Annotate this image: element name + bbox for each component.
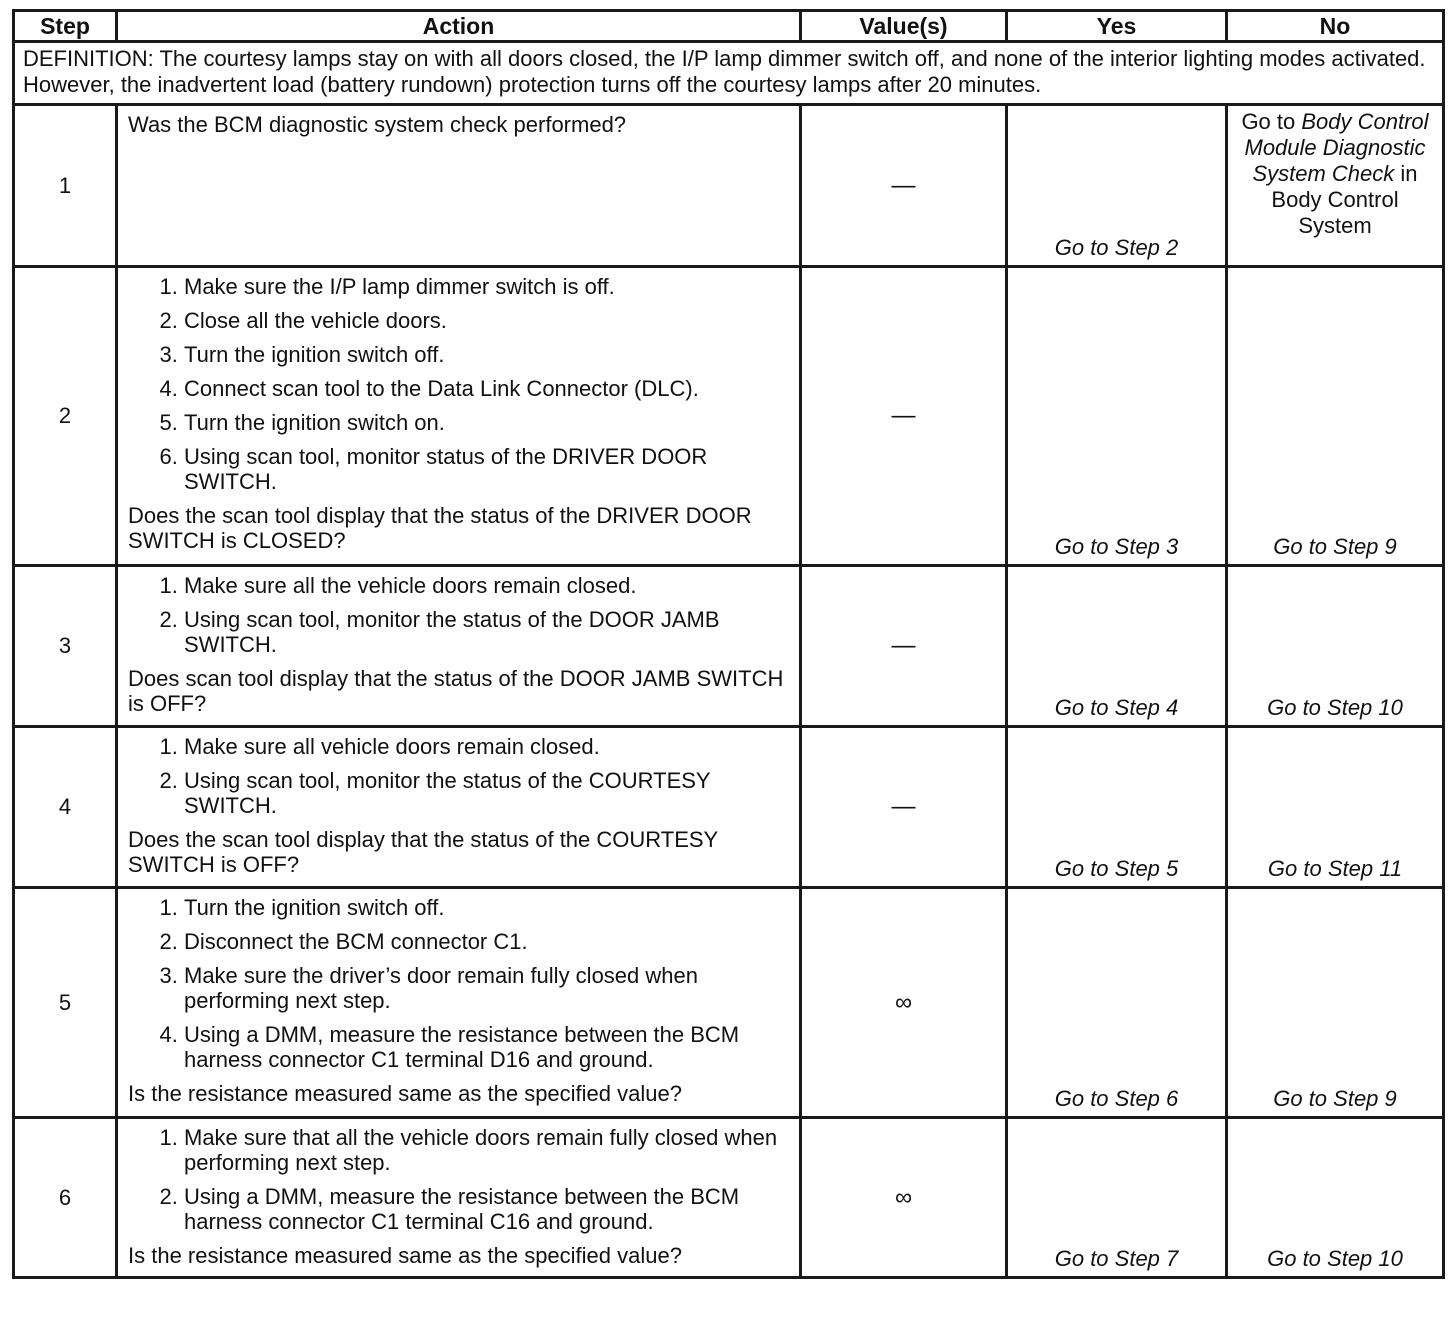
action-step: 3. Turn the ignition switch off. [184, 342, 789, 367]
yes-cell [1007, 267, 1227, 566]
yes-goto: Go to Step 4 [1054, 695, 1179, 720]
no-goto: Go to Step 10 [1267, 1246, 1403, 1271]
table-row [14, 566, 1444, 727]
action-steps [128, 734, 789, 818]
action-cell [117, 105, 801, 267]
no-goto: Go to Step 10 [1267, 695, 1403, 720]
action-step: 6. Using scan tool, monitor status of the DRIVER DOOR SWITCH. [184, 444, 789, 494]
no-goto: Go to Step 9 [1273, 534, 1397, 559]
action-step: 2. Using a DMM, measure the resistance between the BCM harness connector C1 terminal C16 and ground. [184, 1184, 789, 1234]
step-number: 6 [14, 1118, 117, 1278]
action-question: Does scan tool display that the status of the DOOR JAMB SWITCH is OFF? [128, 666, 784, 716]
action-step: 1. Turn the ignition switch off. [184, 895, 789, 920]
action-cell [117, 566, 801, 727]
yes-cell [1007, 105, 1227, 267]
yes-goto: Go to Step 7 [1054, 1246, 1179, 1271]
table-row [14, 267, 1444, 566]
header-action: Action [117, 11, 801, 42]
action-step: 5. Turn the ignition switch on. [184, 410, 789, 435]
action-steps [128, 1125, 789, 1234]
action-question: Is the resistance measured same as the specified value? [128, 1243, 682, 1268]
step-number: 3 [14, 566, 117, 727]
action-question: Does the scan tool display that the status of the DRIVER DOOR SWITCH is CLOSED? [128, 503, 752, 553]
value-cell: — [801, 267, 1007, 566]
value-cell: — [801, 566, 1007, 727]
table-row [14, 1118, 1444, 1278]
action-question: Does the scan tool display that the status of the COURTESY SWITCH is OFF? [128, 827, 718, 877]
yes-cell [1007, 888, 1227, 1118]
step-number: 5 [14, 888, 117, 1118]
header-row [14, 11, 1444, 42]
action-cell [117, 267, 801, 566]
no-goto: Go to Step 11 [1267, 856, 1403, 881]
value-cell: — [801, 727, 1007, 888]
action-step: 2. Close all the vehicle doors. [184, 308, 789, 333]
header-values: Value(s) [801, 11, 1007, 42]
definition-row [14, 42, 1444, 105]
action-step: 1. Make sure the I/P lamp dimmer switch is off. [184, 274, 789, 299]
action-step: 4. Connect scan tool to the Data Link Connector (DLC). [184, 376, 789, 401]
action-cell [117, 1118, 801, 1278]
action-step: 2. Disconnect the BCM connector C1. [184, 929, 789, 954]
no-cell [1227, 888, 1444, 1118]
action-step: 1. Make sure all the vehicle doors remain closed. [184, 573, 789, 598]
action-step: 3. Make sure the driver’s door remain fully closed when performing next step. [184, 963, 789, 1013]
header-step: Step [14, 11, 117, 42]
table-row [14, 105, 1444, 267]
diagnostic-table [12, 9, 1445, 1279]
yes-cell [1007, 727, 1227, 888]
action-step: 4. Using a DMM, measure the resistance between the BCM harness connector C1 terminal D16 and ground. [184, 1022, 789, 1072]
action-cell [117, 888, 801, 1118]
definition-text: DEFINITION: The courtesy lamps stay on with all doors closed, the I/P lamp dimmer switch off, and none of the interior lighting modes activated. However, the inadvertent load (battery rundown) protection turns off the courtesy lamps after 20 minutes. [14, 42, 1444, 105]
action-step: 1. Make sure that all the vehicle doors remain fully closed when performing next step. [184, 1125, 789, 1175]
no-cell [1227, 267, 1444, 566]
action-step: 2. Using scan tool, monitor the status of the COURTESY SWITCH. [184, 768, 789, 818]
yes-goto: Go to Step 3 [1054, 534, 1179, 559]
no-cell [1227, 1118, 1444, 1278]
no-prefix: Go to [1241, 109, 1302, 134]
step-number: 1 [14, 105, 117, 267]
action-steps [128, 895, 789, 1072]
value-cell: ∞ [801, 1118, 1007, 1278]
no-reference-title: Body Control Module Diagnostic System Check [1244, 109, 1429, 186]
step-number: 4 [14, 727, 117, 888]
yes-goto: Go to Step 6 [1054, 1086, 1179, 1111]
no-goto: Go to Step 9 [1273, 1086, 1397, 1111]
header-yes: Yes [1007, 11, 1227, 42]
no-cell [1227, 105, 1444, 267]
step-number: 2 [14, 267, 117, 566]
value-cell: — [801, 105, 1007, 267]
yes-goto: Go to Step 5 [1054, 856, 1179, 881]
no-reference [1228, 106, 1442, 239]
no-cell [1227, 727, 1444, 888]
yes-cell [1007, 1118, 1227, 1278]
yes-cell [1007, 566, 1227, 727]
action-steps [128, 573, 789, 657]
action-step: 1. Make sure all vehicle doors remain closed. [184, 734, 789, 759]
action-cell [117, 727, 801, 888]
value-cell: ∞ [801, 888, 1007, 1118]
no-cell [1227, 566, 1444, 727]
header-no: No [1227, 11, 1444, 42]
action-question: Is the resistance measured same as the specified value? [128, 1081, 682, 1106]
action-question: Was the BCM diagnostic system check performed? [128, 112, 627, 137]
table-row [14, 888, 1444, 1118]
action-step: 2. Using scan tool, monitor the status of the DOOR JAMB SWITCH. [184, 607, 789, 657]
table-row [14, 727, 1444, 888]
no-suffix: in Body Control System [1271, 161, 1418, 238]
yes-goto: Go to Step 2 [1054, 235, 1179, 260]
action-steps [128, 274, 789, 494]
